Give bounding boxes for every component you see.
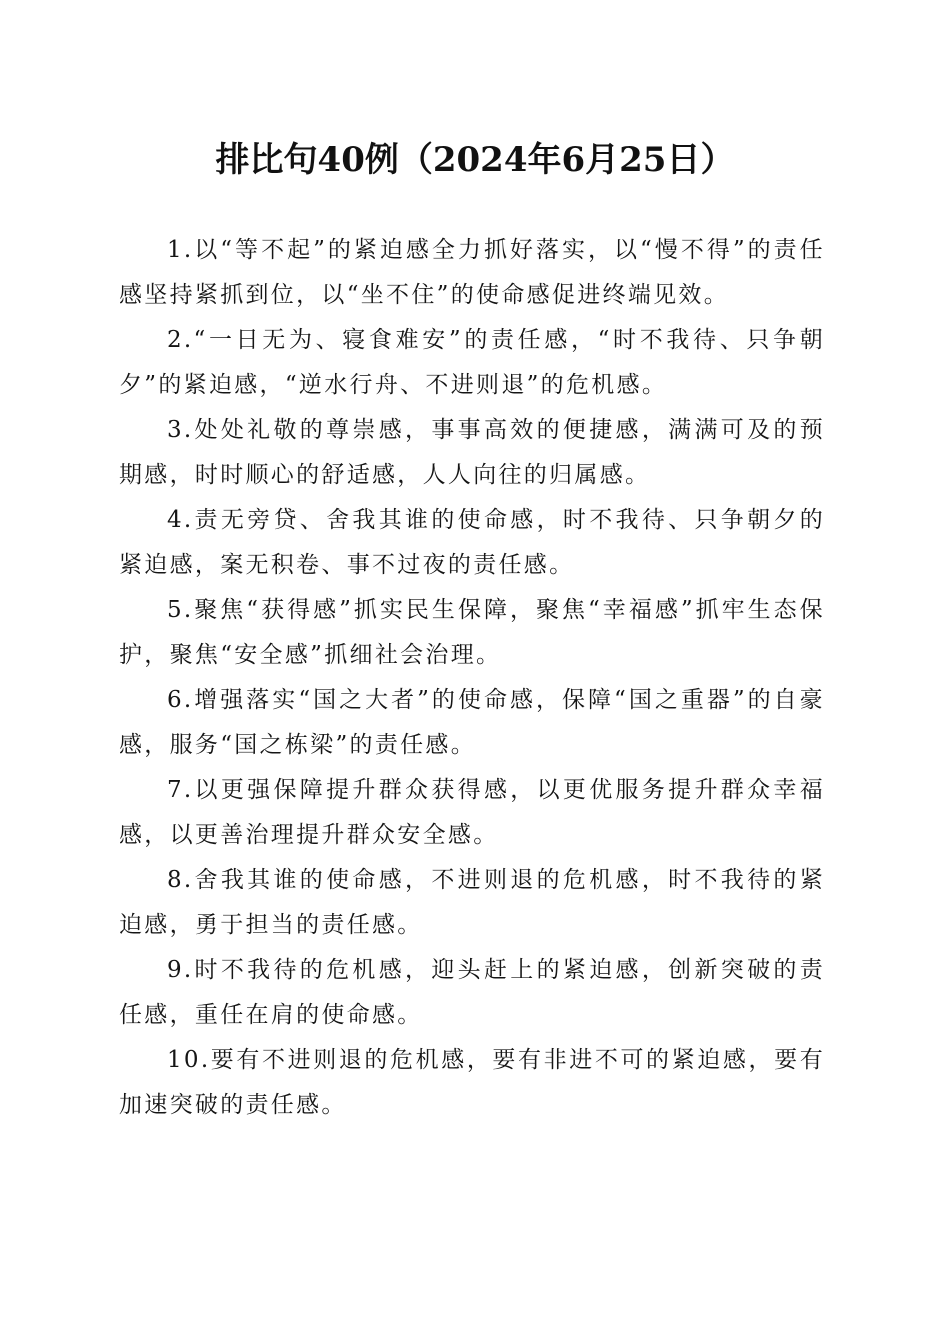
paragraph-8: 8.舍我其谁的使命感，不进则退的危机感，时不我待的紧迫感，勇于担当的责任感。 — [119, 867, 825, 938]
paragraph-7: 7.以更强保障提升群众获得感，以更优服务提升群众幸福感，以更善治理提升群众安全感。 — [119, 777, 825, 848]
paragraph-2: 2.“一日无为、寝食难安”的责任感，“时不我待、只争朝夕”的紧迫感，“逆水行舟、不进则退”的危机感。 — [119, 327, 825, 398]
paragraph-1: 1.以“等不起”的紧迫感全力抓好落实，以“慢不得”的责任感坚持紧抓到位，以“坐不住”的使命感促进终端见效。 — [119, 237, 825, 308]
paragraph-5: 5.聚焦“获得感”抓实民生保障，聚焦“幸福感”抓牢生态保护，聚焦“安全感”抓细社会治理。 — [119, 597, 825, 668]
paragraph-4: 4.责无旁贷、舍我其谁的使命感，时不我待、只争朝夕的紧迫感，案无积卷、事不过夜的责任感。 — [119, 507, 825, 578]
document-title: 排比句40例（2024年6月25日） — [215, 140, 735, 180]
document-body — [119, 228, 825, 1128]
paragraph-6: 6.增强落实“国之大者”的使命感，保障“国之重器”的自豪感，服务“国之栋梁”的责任感。 — [119, 687, 825, 758]
paragraph-3: 3.处处礼敬的尊崇感，事事高效的便捷感，满满可及的预期感，时时顺心的舒适感，人人向往的归属感。 — [119, 417, 825, 488]
paragraph-9: 9.时不我待的危机感，迎头赶上的紧迫感，创新突破的责任感，重任在肩的使命感。 — [119, 957, 825, 1028]
paragraph-10: 10.要有不进则退的危机感，要有非进不可的紧迫感，要有加速突破的责任感。 — [119, 1047, 825, 1118]
